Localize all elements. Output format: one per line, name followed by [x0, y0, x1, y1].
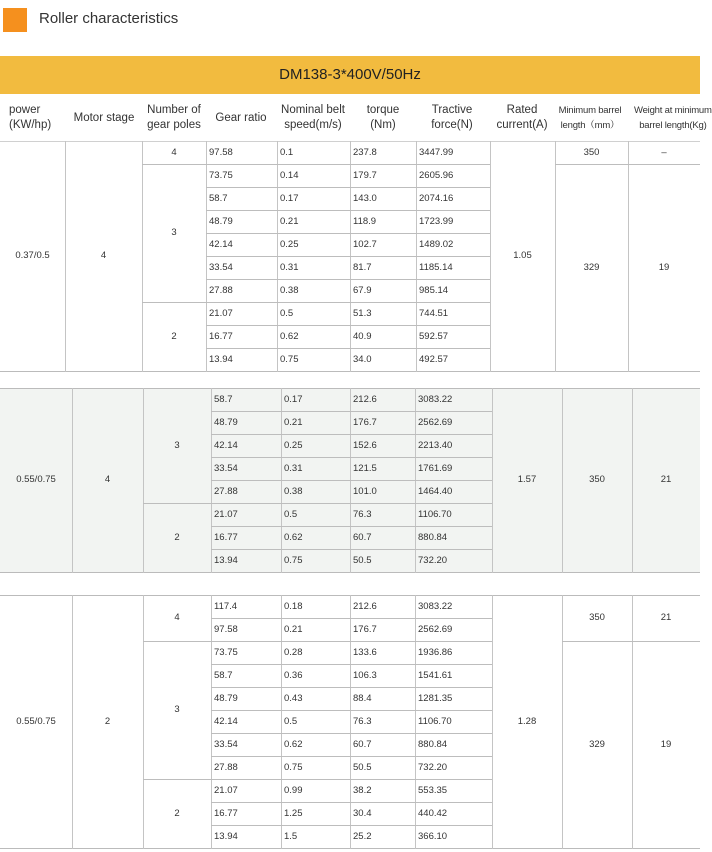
tractive-force-cell: 1489.02: [419, 238, 454, 250]
gear-ratio-cell: 73.75: [209, 169, 233, 181]
belt-speed-cell: 0.99: [284, 784, 303, 796]
orange-square-icon: [3, 8, 27, 32]
torque-cell: 179.7: [353, 169, 377, 181]
gear-poles-cell: 2: [171, 330, 177, 342]
rated-current-cell: 1.05: [513, 250, 532, 261]
header-gear-ratio: Gear ratio: [215, 111, 267, 124]
tractive-force-cell: 1185.14: [419, 261, 453, 273]
belt-speed-cell: 0.5: [284, 715, 298, 727]
belt-speed-cell: 0.5: [284, 508, 298, 520]
tractive-force-cell: 1541.61: [418, 669, 453, 681]
torque-cell: 67.9: [353, 284, 372, 296]
motor-stage-cell: 4: [104, 474, 111, 485]
table-section: [0, 595, 700, 849]
torque-cell: 30.4: [353, 807, 372, 819]
belt-speed-cell: 0.21: [280, 215, 299, 227]
gear-ratio-cell: 33.54: [209, 261, 233, 273]
weight-cell: 21: [660, 474, 672, 485]
gear-ratio-cell: 73.75: [214, 646, 238, 658]
barrel-length-cell: 350: [589, 474, 605, 485]
table-header: [0, 94, 712, 142]
tractive-force-cell: 880.84: [418, 531, 448, 543]
gear-ratio-cell: 16.77: [214, 531, 238, 543]
gear-ratio-cell: 21.07: [209, 307, 233, 319]
gear-ratio-cell: 58.7: [209, 192, 228, 204]
torque-cell: 133.6: [353, 646, 377, 658]
gear-poles-cell: 3: [174, 439, 180, 451]
gear-ratio-cell: 27.88: [214, 761, 238, 773]
gear-ratio-cell: 58.7: [214, 669, 233, 681]
power-cell: 0.37/0.5: [15, 250, 50, 261]
tractive-force-cell: 2605.96: [419, 169, 454, 181]
torque-cell: 50.5: [353, 554, 372, 566]
belt-speed-cell: 0.31: [284, 462, 303, 474]
belt-speed-cell: 0.38: [280, 284, 299, 296]
gear-ratio-cell: 48.79: [214, 692, 238, 704]
gear-ratio-cell: 117.4: [214, 600, 238, 612]
tractive-force-cell: 553.35: [418, 784, 448, 796]
torque-cell: 60.7: [353, 531, 372, 543]
torque-cell: 51.3: [353, 307, 372, 319]
gear-ratio-cell: 42.14: [214, 439, 238, 451]
tractive-force-cell: 1723.99: [419, 215, 454, 227]
tractive-force-cell: 1761.69: [418, 462, 453, 474]
torque-cell: 40.9: [353, 330, 372, 342]
barrel-length-cell: 350: [583, 146, 600, 158]
torque-cell: 25.2: [353, 830, 372, 842]
belt-speed-cell: 0.62: [280, 330, 299, 342]
tractive-force-cell: 440.42: [418, 807, 448, 819]
belt-speed-cell: 0.75: [280, 353, 299, 365]
header-torque: torque (Nm): [366, 104, 400, 131]
barrel-length-cell: 329: [583, 261, 600, 273]
torque-cell: 88.4: [353, 692, 372, 704]
gear-ratio-cell: 16.77: [214, 807, 238, 819]
weight-cell: 21: [660, 612, 672, 623]
tractive-force-cell: 1936.86: [418, 646, 453, 658]
belt-speed-cell: 0.25: [284, 439, 303, 451]
gear-poles-cell: 4: [174, 612, 180, 623]
torque-cell: 118.9: [353, 215, 377, 227]
gear-poles-cell: 2: [174, 807, 180, 819]
header-min-barrel-length: Minimum barrel length（mm）: [558, 105, 622, 131]
belt-speed-cell: 0.5: [280, 307, 294, 319]
power-cell: 0.55/0.75: [16, 715, 56, 727]
section-title: Roller characteristics: [39, 10, 179, 27]
tractive-force-cell: 2562.69: [418, 623, 453, 635]
torque-cell: 237.8: [353, 146, 377, 158]
tractive-force-cell: 732.20: [418, 761, 448, 773]
weight-cell: 19: [660, 738, 672, 750]
gear-ratio-cell: 13.94: [214, 830, 238, 842]
gear-ratio-cell: 33.54: [214, 462, 238, 474]
rated-current-cell: 1.57: [517, 474, 537, 485]
belt-speed-cell: 0.43: [284, 692, 303, 704]
tractive-force-cell: 592.57: [419, 330, 449, 342]
gear-ratio-cell: 58.7: [214, 393, 233, 405]
belt-speed-cell: 0.25: [280, 238, 299, 250]
header-rated-current: Rated current(A): [496, 104, 548, 131]
gear-ratio-cell: 97.58: [214, 623, 238, 635]
tractive-force-cell: 880.84: [418, 738, 448, 750]
belt-speed-cell: 0.17: [280, 192, 299, 204]
gear-ratio-cell: 27.88: [209, 284, 233, 296]
weight-cell: 19: [658, 261, 670, 273]
tractive-force-cell: 3083.22: [418, 393, 453, 405]
motor-stage-cell: 4: [100, 250, 107, 261]
gear-poles-cell: 3: [174, 704, 180, 715]
table-title-banner: DM138-3*400V/50Hz: [0, 56, 700, 94]
belt-speed-cell: 0.38: [284, 485, 303, 497]
gear-ratio-cell: 42.14: [209, 238, 233, 250]
tractive-force-cell: 1106.70: [418, 508, 452, 520]
gear-ratio-cell: 97.58: [209, 146, 233, 158]
torque-cell: 50.5: [353, 761, 372, 773]
barrel-length-cell: 350: [589, 612, 605, 623]
tractive-force-cell: 2213.40: [418, 439, 453, 451]
gear-ratio-cell: 13.94: [209, 353, 233, 365]
header-motor-stage: Motor stage: [73, 111, 135, 124]
torque-cell: 121.5: [353, 462, 377, 474]
gear-ratio-cell: 16.77: [209, 330, 233, 342]
belt-speed-cell: 0.62: [284, 531, 303, 543]
gear-poles-cell: 4: [171, 146, 177, 158]
belt-speed-cell: 0.21: [284, 416, 303, 428]
gear-ratio-cell: 21.07: [214, 784, 238, 796]
header-power: power (KW/hp): [9, 104, 52, 131]
torque-cell: 212.6: [353, 600, 377, 612]
tractive-force-cell: 3447.99: [419, 146, 454, 158]
torque-cell: 60.7: [353, 738, 372, 750]
tractive-force-cell: 3083.22: [418, 600, 453, 612]
torque-cell: 101.0: [353, 485, 377, 497]
gear-ratio-cell: 33.54: [214, 738, 238, 750]
tractive-force-cell: 985.14: [419, 284, 449, 296]
gear-ratio-cell: 21.07: [214, 508, 238, 520]
gear-ratio-cell: 42.14: [214, 715, 238, 727]
torque-cell: 212.6: [353, 393, 377, 405]
header-tractive-force: Tractive force(N): [431, 104, 473, 131]
torque-cell: 76.3: [353, 715, 372, 727]
belt-speed-cell: 0.17: [284, 393, 303, 405]
belt-speed-cell: 0.62: [284, 738, 303, 750]
torque-cell: 176.7: [353, 416, 377, 428]
torque-cell: 143.0: [353, 192, 377, 204]
tractive-force-cell: 492.57: [419, 353, 449, 365]
gear-ratio-cell: 48.79: [209, 215, 233, 227]
tractive-force-cell: 2074.16: [419, 192, 454, 204]
belt-speed-cell: 0.28: [284, 646, 303, 658]
belt-speed-cell: 0.21: [284, 623, 303, 635]
belt-speed-cell: 1.5: [284, 830, 298, 842]
header-gear-poles: Number of gear poles: [147, 104, 201, 131]
tractive-force-cell: 1281.35: [418, 692, 453, 704]
tractive-force-cell: 744.51: [419, 307, 449, 319]
belt-speed-cell: 0.36: [284, 669, 303, 681]
belt-speed-cell: 0.75: [284, 554, 303, 566]
belt-speed-cell: 0.14: [280, 169, 299, 181]
torque-cell: 81.7: [353, 261, 372, 273]
gear-poles-cell: 3: [171, 227, 177, 238]
header-weight: Weight at minimum barrel length(Kg): [634, 105, 712, 131]
tractive-force-cell: 732.20: [418, 554, 448, 566]
belt-speed-cell: 0.1: [280, 146, 294, 158]
rated-current-cell: 1.28: [517, 715, 537, 727]
belt-speed-cell: 1.25: [284, 807, 303, 819]
tractive-force-cell: 2562.69: [418, 416, 453, 428]
section-heading: [0, 8, 700, 32]
table-section: [0, 388, 700, 573]
torque-cell: 102.7: [353, 238, 377, 250]
motor-stage-cell: 2: [104, 715, 111, 727]
torque-cell: 76.3: [353, 508, 372, 520]
gear-ratio-cell: 48.79: [214, 416, 238, 428]
header-belt-speed: Nominal belt speed(m/s): [281, 104, 345, 131]
torque-cell: 106.3: [353, 669, 377, 681]
gear-ratio-cell: 13.94: [214, 554, 238, 566]
torque-cell: 38.2: [353, 784, 372, 796]
gear-ratio-cell: 27.88: [214, 485, 238, 497]
torque-cell: 176.7: [353, 623, 377, 635]
barrel-length-cell: 329: [589, 738, 605, 750]
belt-speed-cell: 0.31: [280, 261, 299, 273]
tractive-force-cell: 1464.40: [418, 485, 453, 497]
weight-cell: –: [661, 146, 667, 158]
belt-speed-cell: 0.18: [284, 600, 303, 612]
power-cell: 0.55/0.75: [16, 474, 56, 485]
tractive-force-cell: 1106.70: [418, 715, 452, 727]
torque-cell: 34.0: [353, 353, 372, 365]
table-section: [0, 141, 700, 372]
torque-cell: 152.6: [353, 439, 377, 451]
tractive-force-cell: 366.10: [418, 830, 448, 842]
gear-poles-cell: 2: [174, 531, 180, 543]
belt-speed-cell: 0.75: [284, 761, 303, 773]
